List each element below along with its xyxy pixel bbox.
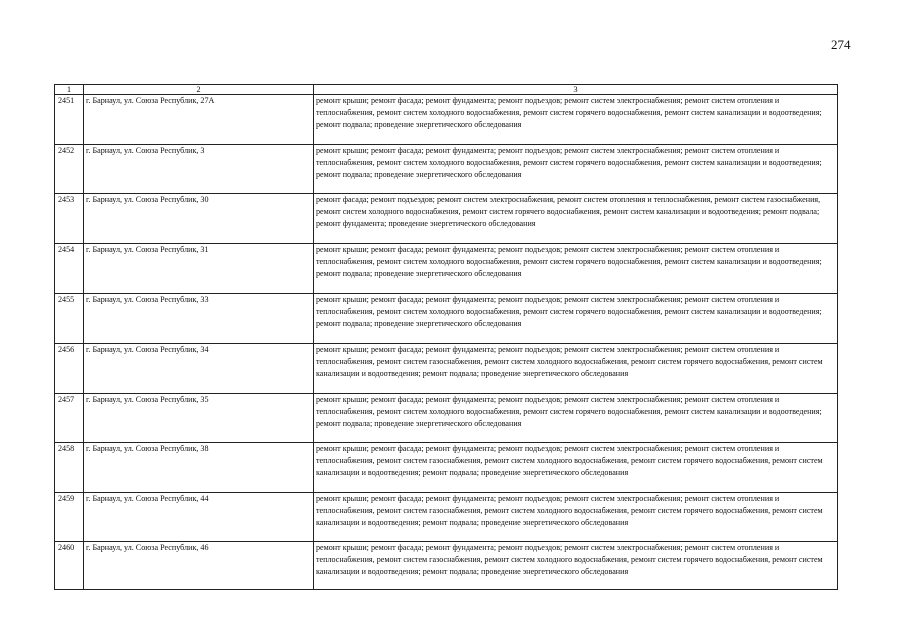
table-header-row — [55, 85, 838, 95]
page-number: 274 — [831, 37, 851, 52]
row-works: ремонт крыши; ремонт фасада; ремонт фундамента; ремонт подъездов; ремонт систем электроснабжения; ремонт систем отопления и теплоснабжения, ремонт систем газоснабжения, ремонт систем холодного водоснабжения, ремонт систем горячего водоснабжения, ремонт систем канализации и водоотведения; ремонт подвала; проведение энергетического обследования — [314, 443, 838, 493]
table-row — [55, 493, 838, 542]
table-row — [55, 443, 838, 493]
row-works: ремонт крыши; ремонт фасада; ремонт фундамента; ремонт подъездов; ремонт систем электроснабжения; ремонт систем отопления и теплоснабжения, ремонт систем холодного водоснабжения, ремонт систем горячего водоснабжения, ремонт систем канализации и водоотведения; ремонт подвала; проведение энергетического обследования — [314, 95, 838, 145]
row-works: ремонт крыши; ремонт фасада; ремонт фундамента; ремонт подъездов; ремонт систем электроснабжения; ремонт систем отопления и теплоснабжения, ремонт систем холодного водоснабжения, ремонт систем горячего водоснабжения, ремонт систем канализации и водоотведения; ремонт подвала; проведение энергетического обследования — [314, 145, 838, 194]
row-address: г. Барнаул, ул. Союза Республик, 30 — [84, 194, 314, 244]
row-address: г. Барнаул, ул. Союза Республик, 38 — [84, 443, 314, 493]
table-row — [55, 542, 838, 590]
table-row — [55, 294, 838, 344]
header-col-3: 3 — [314, 85, 838, 95]
row-works: ремонт крыши; ремонт фасада; ремонт фундамента; ремонт подъездов; ремонт систем электроснабжения; ремонт систем отопления и теплоснабжения, ремонт систем холодного водоснабжения, ремонт систем горячего водоснабжения, ремонт систем канализации и водоотведения; ремонт подвала; проведение энергетического обследования — [314, 394, 838, 443]
row-address: г. Барнаул, ул. Союза Республик, 31 — [84, 244, 314, 294]
row-address: г. Барнаул, ул. Союза Республик, 35 — [84, 394, 314, 443]
row-works: ремонт крыши; ремонт фасада; ремонт фундамента; ремонт подъездов; ремонт систем электроснабжения; ремонт систем отопления и теплоснабжения, ремонт систем газоснабжения, ремонт систем холодного водоснабжения, ремонт систем горячего водоснабжения, ремонт систем канализации и водоотведения; ремонт подвала; проведение энергетического обследования — [314, 493, 838, 542]
row-number: 2460 — [55, 542, 84, 590]
repair-register-table — [54, 84, 838, 590]
table-row — [55, 394, 838, 443]
row-number: 2459 — [55, 493, 84, 542]
row-works: ремонт крыши; ремонт фасада; ремонт фундамента; ремонт подъездов; ремонт систем электроснабжения; ремонт систем отопления и теплоснабжения, ремонт систем газоснабжения, ремонт систем холодного водоснабжения, ремонт систем горячего водоснабжения, ремонт систем канализации и водоотведения; ремонт подвала; проведение энергетического обследования — [314, 542, 838, 590]
row-address: г. Барнаул, ул. Союза Республик, 34 — [84, 344, 314, 394]
row-address: г. Барнаул, ул. Союза Республик, 3 — [84, 145, 314, 194]
row-number: 2457 — [55, 394, 84, 443]
header-col-1: 1 — [55, 85, 84, 95]
row-works: ремонт крыши; ремонт фасада; ремонт фундамента; ремонт подъездов; ремонт систем электроснабжения; ремонт систем отопления и теплоснабжения, ремонт систем холодного водоснабжения, ремонт систем горячего водоснабжения, ремонт систем канализации и водоотведения; ремонт подвала; проведение энергетического обследования — [314, 244, 838, 294]
row-number: 2451 — [55, 95, 84, 145]
row-works: ремонт крыши; ремонт фасада; ремонт фундамента; ремонт подъездов; ремонт систем электроснабжения; ремонт систем отопления и теплоснабжения, ремонт систем газоснабжения, ремонт систем холодного водоснабжения, ремонт систем горячего водоснабжения, ремонт систем канализации и водоотведения; ремонт подвала; проведение энергетического обследования — [314, 344, 838, 394]
row-number: 2454 — [55, 244, 84, 294]
table-row — [55, 244, 838, 294]
row-works: ремонт фасада; ремонт подъездов; ремонт систем электроснабжения, ремонт систем отопления и теплоснабжения, ремонт систем газоснабжения, ремонт систем холодного водоснабжения, ремонт систем горячего водоснабжения, ремонт систем канализации и водоотведения; ремонт подвала; ремонт фундамента; проведение энергетического обследования — [314, 194, 838, 244]
row-number: 2458 — [55, 443, 84, 493]
table-row — [55, 145, 838, 194]
row-works: ремонт крыши; ремонт фасада; ремонт фундамента; ремонт подъездов; ремонт систем электроснабжения; ремонт систем отопления и теплоснабжения, ремонт систем холодного водоснабжения, ремонт систем горячего водоснабжения, ремонт систем канализации и водоотведения; ремонт подвала; проведение энергетического обследования — [314, 294, 838, 344]
row-number: 2453 — [55, 194, 84, 244]
row-address: г. Барнаул, ул. Союза Республик, 46 — [84, 542, 314, 590]
header-col-2: 2 — [84, 85, 314, 95]
table-row — [55, 344, 838, 394]
table-row — [55, 194, 838, 244]
row-address: г. Барнаул, ул. Союза Республик, 44 — [84, 493, 314, 542]
row-number: 2456 — [55, 344, 84, 394]
row-number: 2455 — [55, 294, 84, 344]
table-row — [55, 95, 838, 145]
row-address: г. Барнаул, ул. Союза Республик, 27А — [84, 95, 314, 145]
row-address: г. Барнаул, ул. Союза Республик, 33 — [84, 294, 314, 344]
row-number: 2452 — [55, 145, 84, 194]
